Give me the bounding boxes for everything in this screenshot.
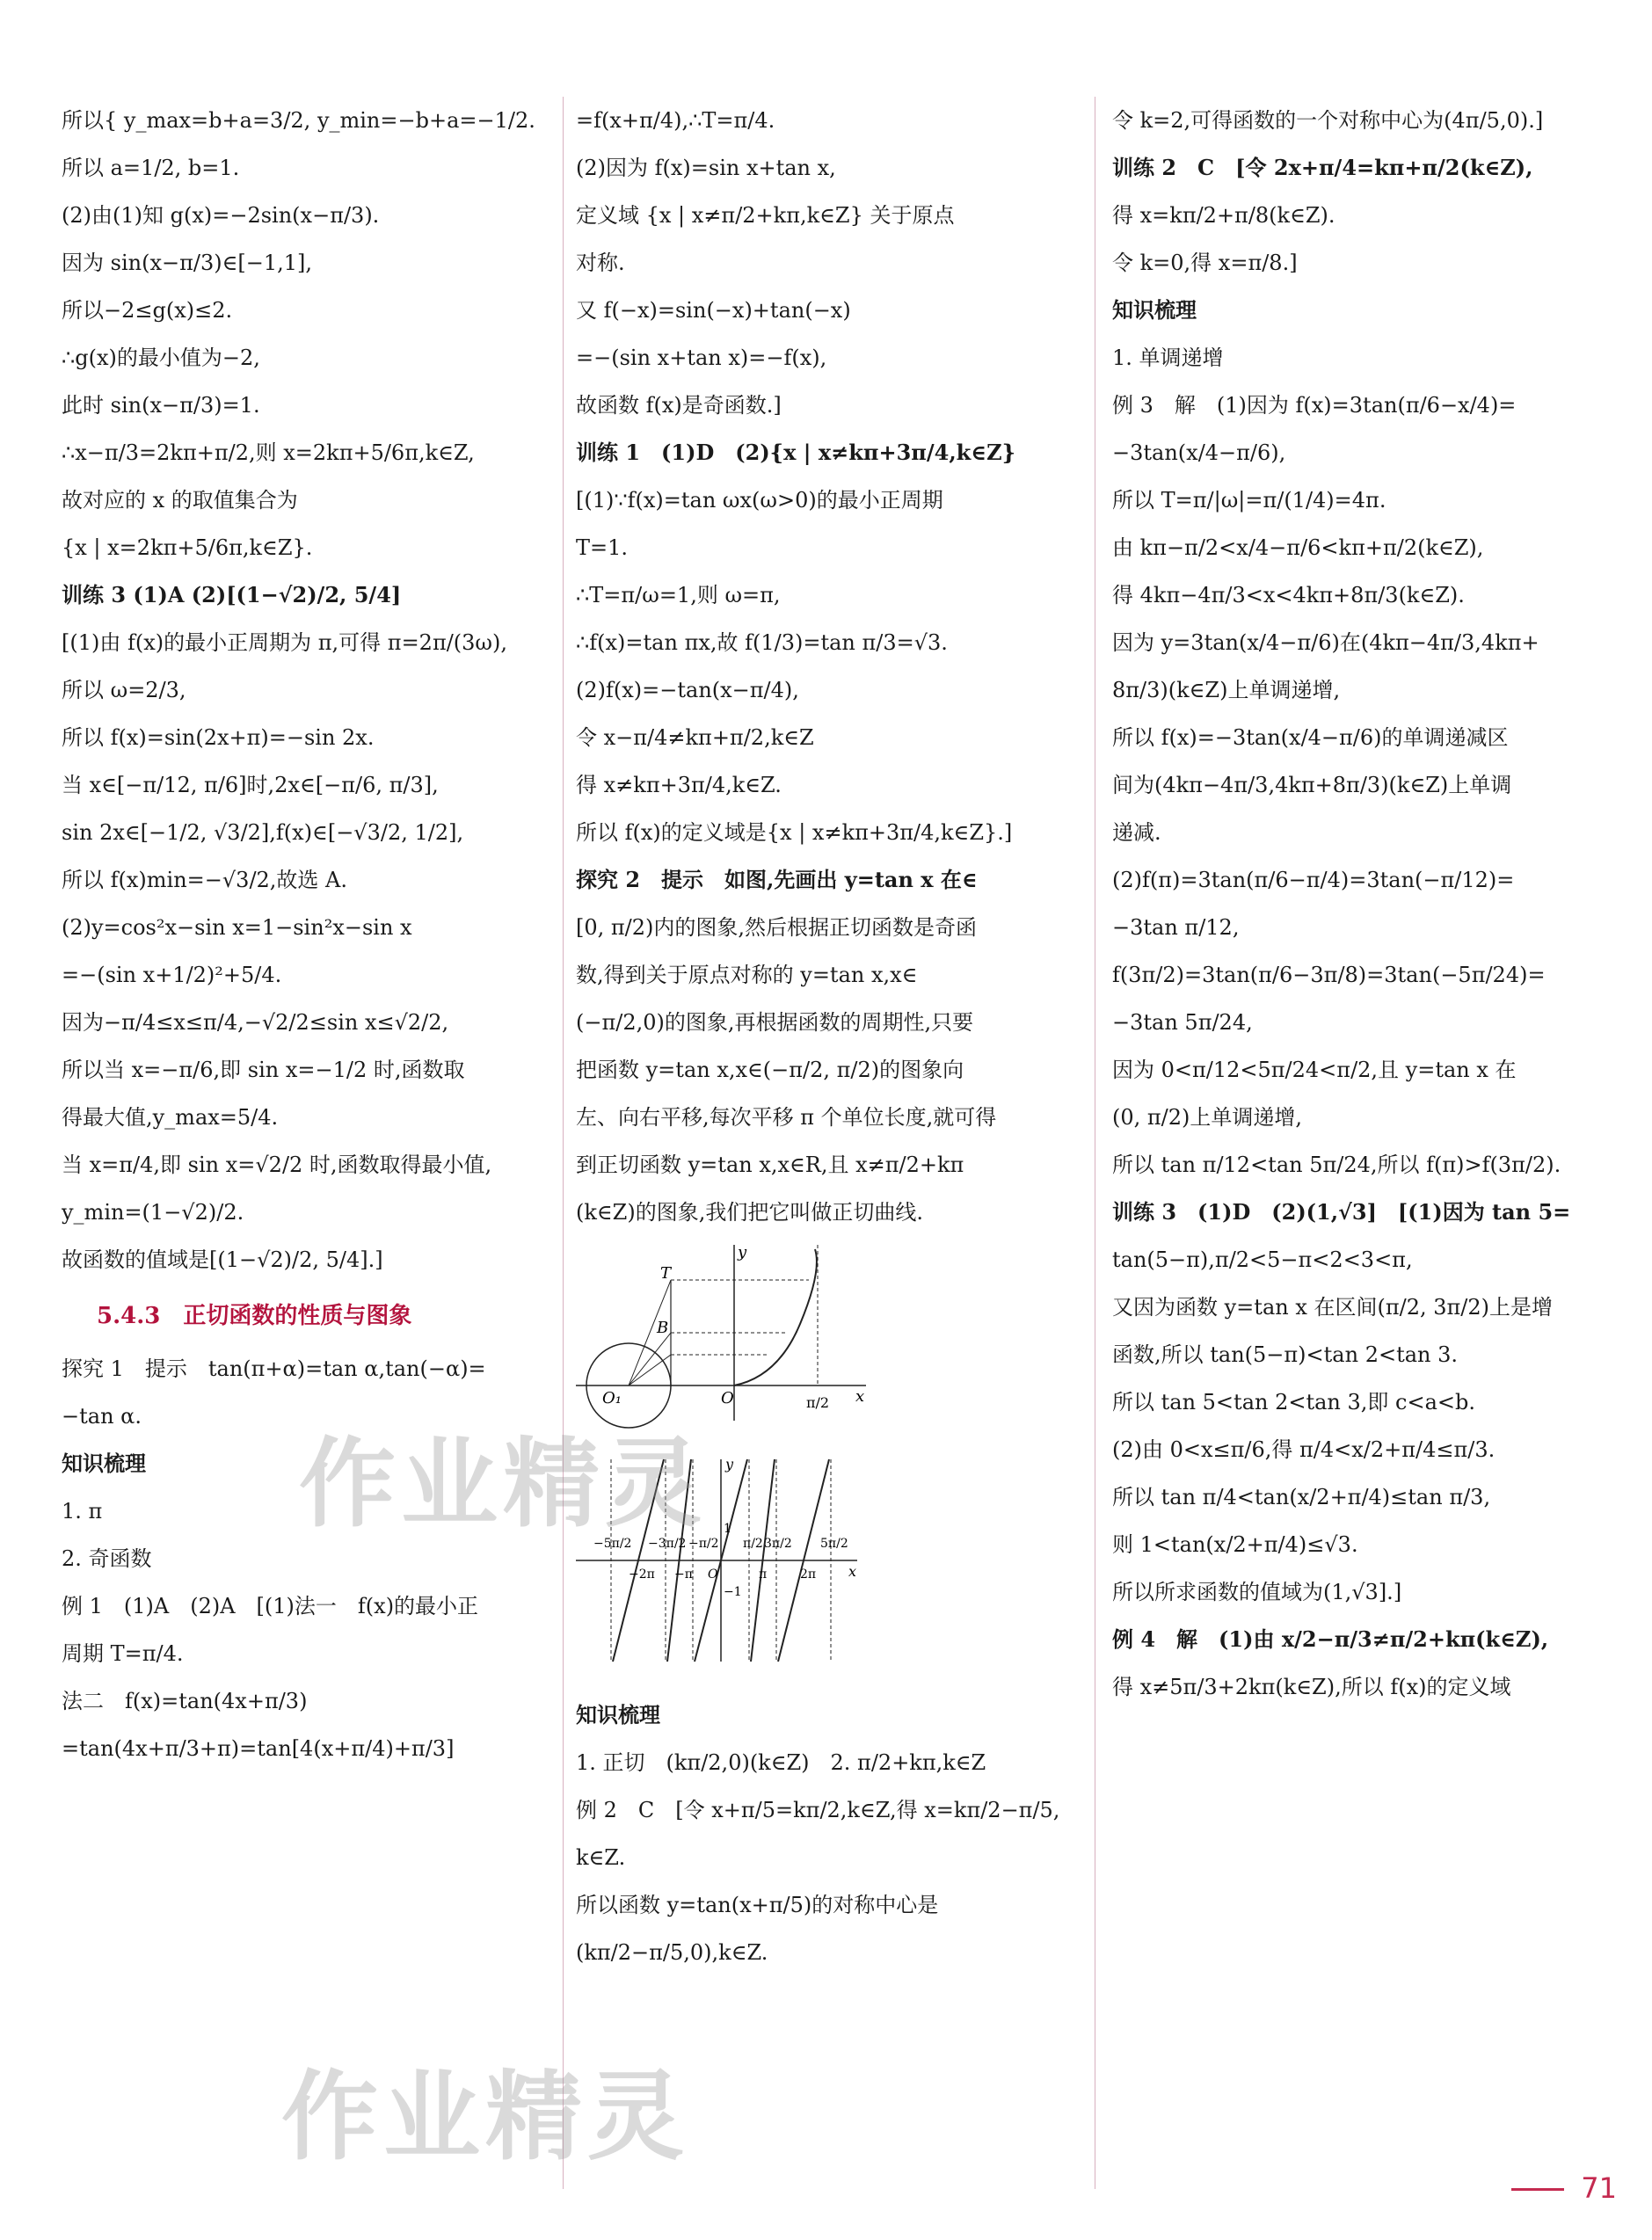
section-title: 5.4.3 正切函数的性质与图象 bbox=[97, 1303, 412, 1329]
text-line: ∴f(x)=tan πx,故 f(1/3)=tan π/3=√3. bbox=[576, 630, 948, 655]
label-origin: O bbox=[708, 1567, 718, 1582]
text-line: 所以 a=1/2, b=1. bbox=[62, 156, 240, 180]
text-line: y_min=(1−√2)/2. bbox=[62, 1200, 244, 1225]
text-line: =tan(4x+π/3+π)=tan[4(x+π/4)+π/3] bbox=[62, 1736, 455, 1761]
tick-label: −2π bbox=[629, 1567, 655, 1582]
tick-label: −3π/2 bbox=[648, 1537, 687, 1551]
text-line: 因为 0<π/12<5π/24<π/2,且 y=tan x 在 bbox=[1112, 1058, 1517, 1082]
text-line: 探究 2 提示 如图,先画出 y=tan x 在∈ bbox=[576, 867, 978, 892]
middle-lines bbox=[576, 97, 1081, 1236]
text-line: 所以 tan π/12<tan 5π/24,所以 f(π)>f(3π/2). bbox=[1112, 1153, 1561, 1177]
label-O: O bbox=[721, 1389, 734, 1407]
text-line: f(3π/2)=3tan(π/6−3π/8)=3tan(−5π/24)= bbox=[1112, 963, 1546, 987]
text-line: 所以 f(x)=sin(2x+π)=−sin 2x. bbox=[62, 725, 375, 750]
text-line: 所以{ y_max=b+a=3/2, y_min=−b+a=−1/2. bbox=[62, 108, 535, 133]
text-line: 所以 tan 5<tan 2<tan 3,即 c<a<b. bbox=[1112, 1390, 1475, 1415]
text-line: 因为−π/4≤x≤π/4,−√2/2≤sin x≤√2/2, bbox=[62, 1010, 449, 1035]
text-line: 函数,所以 tan(5−π)<tan 2<tan 3. bbox=[1112, 1342, 1459, 1367]
text-line: =−(sin x+1/2)²+5/4. bbox=[62, 963, 282, 987]
page-number-rule bbox=[1511, 2188, 1564, 2191]
tan-curve bbox=[734, 1249, 817, 1385]
label-pi-over-2: π/2 bbox=[806, 1394, 830, 1411]
text-line: 所以−2≤g(x)≤2. bbox=[62, 298, 233, 323]
text-line: 2. 奇函数 bbox=[62, 1546, 152, 1571]
tick-label: π/2 bbox=[743, 1537, 763, 1551]
text-line: 探究 1 提示 tan(π+α)=tan α,tan(−α)= bbox=[62, 1356, 486, 1381]
text-line: −tan α. bbox=[62, 1404, 142, 1429]
text-line: 所以 tan π/4<tan(x/2+π/4)≤tan π/3, bbox=[1112, 1485, 1491, 1509]
text-line: [(1)由 f(x)的最小正周期为 π,可得 π=2π/(3ω), bbox=[62, 630, 507, 655]
text-line: 则 1<tan(x/2+π/4)≤√3. bbox=[1112, 1532, 1358, 1557]
label-B: B bbox=[657, 1319, 669, 1337]
text-line: k∈Z. bbox=[576, 1845, 626, 1870]
text-line: (k∈Z)的图象,我们把它叫做正切曲线. bbox=[576, 1200, 923, 1225]
tick-label: −5π/2 bbox=[593, 1537, 632, 1551]
tick-label: −1 bbox=[724, 1585, 742, 1599]
text-line: 得 x=kπ/2+π/8(k∈Z). bbox=[1112, 203, 1335, 228]
text-line: 到正切函数 y=tan x,x∈R,且 x≠π/2+kπ bbox=[576, 1153, 964, 1177]
tick-label: 5π/2 bbox=[820, 1537, 848, 1551]
text-line: 令 k=0,得 x=π/8.] bbox=[1112, 251, 1298, 275]
label-O1: O₁ bbox=[602, 1389, 622, 1407]
text-line: 间为(4kπ−4π/3,4kπ+8π/3)(k∈Z)上单调 bbox=[1112, 773, 1512, 797]
text-line: 所以所求函数的值域为(1,√3].] bbox=[1112, 1580, 1402, 1604]
text-line: 故函数 f(x)是奇函数.] bbox=[576, 393, 782, 418]
text-line: 1. π bbox=[62, 1499, 103, 1524]
text-line: 又因为函数 y=tan x 在区间(π/2, 3π/2)上是增 bbox=[1112, 1295, 1554, 1320]
label-x: x bbox=[855, 1387, 865, 1406]
text-line: 8π/3)(k∈Z)上单调递增, bbox=[1112, 678, 1341, 702]
text-line: 由 kπ−π/2<x/4−π/6<kπ+π/2(k∈Z), bbox=[1112, 535, 1484, 560]
text-line: 因为 sin(x−π/3)∈[−1,1], bbox=[62, 251, 312, 275]
text-line: T=1. bbox=[576, 535, 629, 560]
text-line: [(1)∵f(x)=tan ωx(ω>0)的最小正周期 bbox=[576, 488, 943, 513]
text-line: {x | x=2kπ+5/6π,k∈Z}. bbox=[62, 535, 313, 560]
text-line: 得 x≠5π/3+2kπ(k∈Z),所以 f(x)的定义域 bbox=[1112, 1675, 1511, 1699]
text-line: 所以 f(x)=−3tan(x/4−π/6)的单调递减区 bbox=[1112, 725, 1509, 750]
column-divider-left bbox=[563, 97, 564, 2189]
text-line: 故对应的 x 的取值集合为 bbox=[62, 488, 298, 513]
tick-label: 3π/2 bbox=[764, 1537, 792, 1551]
text-line: (2)由(1)知 g(x)=−2sin(x−π/3). bbox=[62, 203, 380, 228]
text-line: =f(x+π/4),∴T=π/4. bbox=[576, 108, 775, 133]
text-line: 当 x∈[−π/12, π/6]时,2x∈[−π/6, π/3], bbox=[62, 773, 439, 797]
label-y: y bbox=[725, 1456, 734, 1473]
text-line: (2)f(x)=−tan(x−π/4), bbox=[576, 678, 799, 702]
text-line: (2)因为 f(x)=sin x+tan x, bbox=[576, 156, 836, 180]
text-line: 法二 f(x)=tan(4x+π/3) bbox=[62, 1689, 308, 1713]
text-line: 得 x≠kπ+3π/4,k∈Z. bbox=[576, 773, 782, 797]
text-line: 1. 单调递增 bbox=[1112, 345, 1224, 370]
right-column bbox=[1112, 97, 1613, 1711]
tick-label: 1 bbox=[724, 1522, 731, 1536]
middle-column bbox=[576, 97, 1081, 1976]
text-line: 例 3 解 (1)因为 f(x)=3tan(π/6−x/4)= bbox=[1112, 393, 1517, 418]
text-line: (kπ/2−π/5,0),k∈Z. bbox=[576, 1940, 768, 1965]
label-y: y bbox=[738, 1245, 747, 1262]
text-line: 1. 正切 (kπ/2,0)(k∈Z) 2. π/2+kπ,k∈Z bbox=[576, 1750, 986, 1775]
text-line: 所以函数 y=tan(x+π/5)的对称中心是 bbox=[576, 1893, 939, 1917]
text-line: (2)y=cos²x−sin x=1−sin²x−sin x bbox=[62, 915, 412, 940]
text-line: 训练 2 C [令 2x+π/4=kπ+π/2(k∈Z), bbox=[1112, 155, 1533, 180]
text-line: 例 4 解 (1)由 x/2−π/3≠π/2+kπ(k∈Z), bbox=[1112, 1626, 1549, 1652]
text-line: −3tan(x/4−π/6), bbox=[1112, 440, 1286, 465]
text-line: 因为 y=3tan(x/4−π/6)在(4kπ−4π/3,4kπ+ bbox=[1112, 630, 1539, 655]
tick-label: −π/2 bbox=[688, 1537, 719, 1551]
label-x: x bbox=[848, 1563, 857, 1580]
text-line: sin 2x∈[−1/2, √3/2],f(x)∈[−√3/2, 1/2], bbox=[62, 820, 464, 845]
text-line: 训练 3 (1)A (2)[(1−√2)/2, 5/4] bbox=[62, 582, 402, 607]
text-line: (2)由 0<x≤π/6,得 π/4<x/2+π/4≤π/3. bbox=[1112, 1437, 1496, 1462]
text-line: 知识梳理 bbox=[62, 1451, 146, 1476]
text-line: 知识梳理 bbox=[1112, 297, 1197, 323]
text-line: 所以当 x=−π/6,即 sin x=−1/2 时,函数取 bbox=[62, 1058, 465, 1082]
text-line: 令 k=2,可得函数的一个对称中心为(4π/5,0).] bbox=[1112, 108, 1544, 133]
text-line: 训练 1 (1)D (2){x | x≠kπ+3π/4,k∈Z} bbox=[576, 440, 1016, 465]
text-line: −3tan 5π/24, bbox=[1112, 1010, 1253, 1035]
text-line: ∴x−π/3=2kπ+π/2,则 x=2kπ+5/6π,k∈Z, bbox=[62, 440, 475, 465]
left-lines bbox=[62, 97, 554, 1284]
text-line: 周期 T=π/4. bbox=[62, 1641, 184, 1666]
text-line: 对称. bbox=[576, 251, 625, 275]
text-line: 所以 f(x)的定义域是{x | x≠kπ+3π/4,k∈Z}.] bbox=[576, 820, 1013, 845]
text-line: 知识梳理 bbox=[576, 1702, 660, 1727]
text-line: 此时 sin(x−π/3)=1. bbox=[62, 393, 260, 418]
text-line: 把函数 y=tan x,x∈(−π/2, π/2)的图象向 bbox=[576, 1058, 964, 1082]
tick-label: 2π bbox=[800, 1567, 817, 1582]
text-line: ∴g(x)的最小值为−2, bbox=[62, 345, 260, 370]
text-line: 定义域 {x | x≠π/2+kπ,k∈Z} 关于原点 bbox=[576, 203, 955, 228]
text-line: =−(sin x+tan x)=−f(x), bbox=[576, 345, 827, 370]
text-line: 例 2 C [令 x+π/5=kπ/2,k∈Z,得 x=kπ/2−π/5, bbox=[576, 1798, 1060, 1822]
text-line: [0, π/2)内的图象,然后根据正切函数是奇函 bbox=[576, 915, 978, 940]
text-line: 所以 ω=2/3, bbox=[62, 678, 186, 702]
text-line: 递减. bbox=[1112, 820, 1161, 845]
text-line: 当 x=π/4,即 sin x=√2/2 时,函数取得最小值, bbox=[62, 1153, 492, 1177]
text-line: (2)f(π)=3tan(π/6−π/4)=3tan(−π/12)= bbox=[1112, 868, 1515, 892]
unit-circle-tangent-diagram bbox=[576, 1245, 875, 1429]
middle-bottom-lines bbox=[576, 1691, 1081, 1976]
text-line: ∴T=π/ω=1,则 ω=π, bbox=[576, 583, 781, 607]
text-line: 左、向右平移,每次平移 π 个单位长度,就可得 bbox=[576, 1105, 997, 1130]
text-line: 令 x−π/4≠kπ+π/2,k∈Z bbox=[576, 725, 814, 750]
page-number: 71 bbox=[1581, 2171, 1617, 2205]
text-line: 得最大值,y_max=5/4. bbox=[62, 1105, 279, 1130]
text-line: 故函数的值域是[(1−√2)/2, 5/4].] bbox=[62, 1247, 383, 1272]
text-line: (0, π/2)上单调递增, bbox=[1112, 1105, 1303, 1130]
text-line: 又 f(−x)=sin(−x)+tan(−x) bbox=[576, 298, 851, 323]
watermark: 作业精灵 bbox=[281, 2061, 689, 2173]
tick-label: −π bbox=[674, 1567, 693, 1582]
watermark: 作业精灵 bbox=[299, 1428, 707, 1540]
text-line: −3tan π/12, bbox=[1112, 915, 1240, 940]
text-line: 数,得到关于原点对称的 y=tan x,x∈ bbox=[576, 963, 918, 987]
label-T: T bbox=[660, 1264, 672, 1283]
text-line: tan(5−π),π/2<5−π<2<3<π, bbox=[1112, 1247, 1413, 1272]
text-line: 所以 f(x)min=−√3/2,故选 A. bbox=[62, 868, 348, 892]
text-line: 例 1 (1)A (2)A [(1)法一 f(x)的最小正 bbox=[62, 1594, 479, 1618]
text-line: 得 4kπ−4π/3<x<4kπ+8π/3(k∈Z). bbox=[1112, 583, 1465, 607]
tick-label: π bbox=[759, 1567, 768, 1582]
text-line: 所以 T=π/|ω|=π/(1/4)=4π. bbox=[1112, 488, 1386, 513]
text-line: 训练 3 (1)D (2)(1,√3] [(1)因为 tan 5= bbox=[1112, 1199, 1571, 1225]
text-line: (−π/2,0)的图象,再根据函数的周期性,只要 bbox=[576, 1010, 974, 1035]
